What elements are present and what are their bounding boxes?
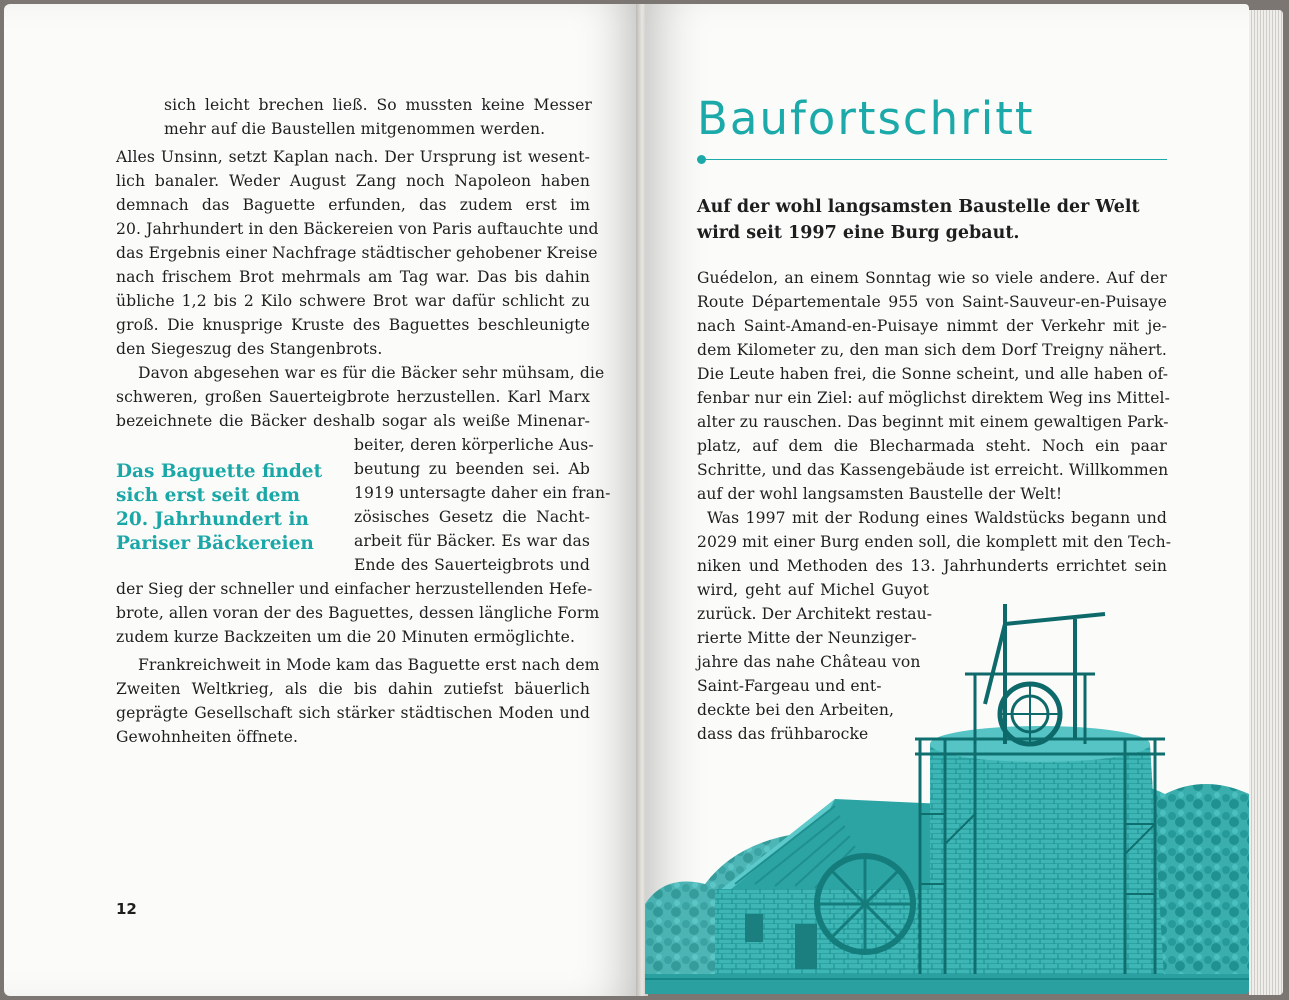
- text-line: geprägte Gesellschaft sich stärker städtischen Moden und: [116, 704, 590, 722]
- text-line: Ende des Sauerteigbrots und: [354, 556, 590, 574]
- text-line: arbeit für Bäcker. Es war das: [354, 532, 590, 550]
- castle-construction-photo: [645, 594, 1249, 994]
- text-line: niken und Methoden des 13. Jahrhunderts errichtet sein: [697, 557, 1167, 575]
- text-line: Gewohnheiten öffnete.: [116, 728, 299, 746]
- text-line: zudem kurze Backzeiten um die 20 Minuten ermöglichte.: [116, 628, 576, 646]
- text-line: deckte bei den Arbeiten,: [697, 701, 895, 719]
- pull-quote: [116, 460, 346, 556]
- text-line: groß. Die knusprige Kruste des Baguettes beschleunigte: [116, 316, 590, 334]
- text-line: 1919 untersagte daher ein fran-: [354, 484, 611, 502]
- text-line: Davon abgesehen war es für die Bäcker sehr mühsam, die: [138, 364, 605, 382]
- text-line: fenbar nur ein Ziel: auf möglichst direktem Weg ins Mittel-: [697, 389, 1171, 407]
- text-line: dem Kilometer zu, den man sich dem Dorf Treigny nähert.: [697, 341, 1167, 359]
- text-line: Saint-Fargeau und ent-: [697, 677, 882, 695]
- subhead-line: wird seit 1997 eine Burg gebaut.: [697, 223, 1020, 243]
- text-line: Die Leute haben frei, die Sonne scheint, und alle haben of-: [697, 365, 1169, 383]
- text-line: Alles Unsinn, setzt Kaplan nach. Der Ursprung ist wesent-: [116, 148, 590, 166]
- text-line: der Sieg der schneller und einfacher herzustellenden Hefe-: [116, 580, 593, 598]
- text-line: rierte Mitte der Neunziger-: [697, 629, 917, 647]
- subhead-line: Auf der wohl langsamsten Baustelle der Welt: [697, 197, 1140, 217]
- text-line: mehr auf die Baustellen mitgenommen werden.: [164, 120, 546, 138]
- page-edges: [1249, 10, 1283, 995]
- text-line: das Ergebnis einer Nachfrage städtischer gehobener Kreise: [116, 244, 598, 262]
- text-line: Guédelon, an einem Sonntag wie so viele andere. Auf der: [697, 269, 1167, 287]
- text-line: schweren, großen Sauerteigbrote herzustellen. Karl Marx: [116, 388, 590, 406]
- text-line: übliche 1,2 bis 2 Kilo schwere Brot war dafür schlicht zu: [116, 292, 590, 310]
- text-line: alter zu rauschen. Das beginnt mit einem gewaltigen Park-: [697, 413, 1169, 431]
- text-line: nach Saint-Amand-en-Puisaye nimmt der Verkehr mit je-: [697, 317, 1167, 335]
- text-line: Schritte, und das Kassengebäude ist erreicht. Willkommen: [697, 461, 1169, 479]
- text-line: Route Départementale 955 von Saint-Sauveur-en-Puisaye: [697, 293, 1167, 311]
- right-page: [645, 4, 1249, 994]
- title-rule: [701, 159, 1167, 160]
- pull-quote-line: sich erst seit dem: [116, 485, 300, 506]
- text-line: auf der wohl langsamsten Baustelle der Welt!: [697, 485, 1063, 503]
- text-line: jahre das nahe Château von: [697, 653, 921, 671]
- left-page: [4, 4, 640, 996]
- text-line: sich leicht brechen ließ. So mussten keine Messer: [164, 96, 592, 114]
- page-number: 12: [116, 900, 137, 918]
- pull-quote-line: Das Baguette findet: [116, 461, 323, 482]
- text-line: beutung zu beenden sei. Ab: [354, 460, 590, 478]
- text-line: lich banaler. Weder August Zang noch Napoleon haben: [116, 172, 590, 190]
- text-line: demnach das Baguette erfunden, das zudem erst im: [116, 196, 590, 214]
- text-line: zösisches Gesetz die Nacht-: [354, 508, 590, 526]
- text-line: dass das frühbarocke: [697, 725, 869, 743]
- chapter-title: Baufortschritt: [697, 92, 1035, 145]
- chapter-subhead: [697, 194, 1140, 246]
- text-line: brote, allen voran der des Baguettes, dessen längliche Form: [116, 604, 600, 622]
- text-line: 20. Jahrhundert in den Bäckereien von Paris auftauchte und: [116, 220, 599, 238]
- text-line: wird, geht auf Michel Guyot: [697, 581, 929, 599]
- text-line: Was 1997 mit der Rodung eines Waldstücks begann und: [707, 509, 1167, 527]
- text-line: 2029 mit einer Burg enden soll, die komplett mit den Tech-: [697, 533, 1172, 551]
- text-line: zurück. Der Architekt restau-: [697, 605, 933, 623]
- text-line: Zweiten Weltkrieg, als die bis dahin zutiefst bäuerlich: [116, 680, 590, 698]
- text-line: nach frischem Brot mehrmals am Tag war. Das bis dahin: [116, 268, 590, 286]
- pull-quote-line: Pariser Bäckereien: [116, 533, 314, 554]
- text-line: beiter, deren körperliche Aus-: [354, 436, 594, 454]
- text-line: Frankreichweit in Mode kam das Baguette erst nach dem: [138, 656, 600, 674]
- text-line: den Siegeszug des Stangenbrots.: [116, 340, 383, 358]
- pull-quote-line: 20. Jahrhundert in: [116, 509, 309, 530]
- text-line: platz, auf dem die Blecharmada steht. Noch ein paar: [697, 437, 1167, 455]
- text-line: bezeichnete die Bäcker deshalb sogar als weiße Minenar-: [116, 412, 590, 430]
